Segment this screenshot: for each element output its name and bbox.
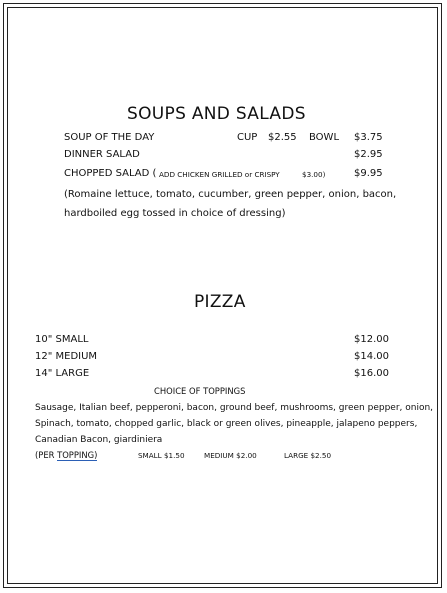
toppings-list: Sausage, Italian beef, pepperoni, bacon, ground beef, mushrooms, green pepper, onion, Spinach, tomato, chopped garlic, black or green olives, pineapple, jalapeno peppers, Canadian Bacon, giardiniera <box>35 403 434 445</box>
bowl-price: $3.75 <box>354 132 383 143</box>
soup-of-the-day: SOUP OF THE DAY <box>64 132 155 143</box>
pizza-size-name: 10" SMALL <box>35 334 89 345</box>
cup-price: $2.55 <box>268 132 297 143</box>
per-topping-label <box>35 450 97 460</box>
per-topping-open: (PER <box>35 450 58 460</box>
chopped-addon: ADD CHICKEN GRILLED or CRISPY <box>159 170 280 179</box>
medium-topping-price: MEDIUM $2.00 <box>204 451 257 460</box>
chopped-description: (Romaine lettuce, tomato, cucumber, green pepper, onion, bacon, hardboiled egg tossed in choice of dressing) <box>64 189 397 219</box>
bowl-label: BOWL <box>309 132 340 143</box>
soups-heading: SOUPS AND SALADS <box>127 104 306 124</box>
small-topping-price: SMALL $1.50 <box>138 451 185 460</box>
pizza-size-price: $16.00 <box>354 368 389 379</box>
pizza-size-name: 14" LARGE <box>35 368 90 379</box>
dinner-salad-price: $2.95 <box>354 149 383 160</box>
pizza-size-price: $12.00 <box>354 334 389 345</box>
per-topping-word: TOPPING) <box>57 450 98 460</box>
large-topping-price: LARGE $2.50 <box>284 451 332 460</box>
chopped-addon-price: $3.00) <box>302 170 326 179</box>
chopped-salad-price: $9.95 <box>354 168 383 179</box>
chopped-salad: CHOPPED SALAD ( <box>64 168 157 179</box>
pizza-size-price: $14.00 <box>354 351 389 362</box>
dinner-salad: DINNER SALAD <box>64 149 140 160</box>
pizza-size-name: 12" MEDIUM <box>35 351 98 362</box>
pizza-heading: PIZZA <box>194 292 246 312</box>
toppings-heading: CHOICE OF TOPPINGS <box>154 386 246 396</box>
cup-label: CUP <box>237 132 258 143</box>
